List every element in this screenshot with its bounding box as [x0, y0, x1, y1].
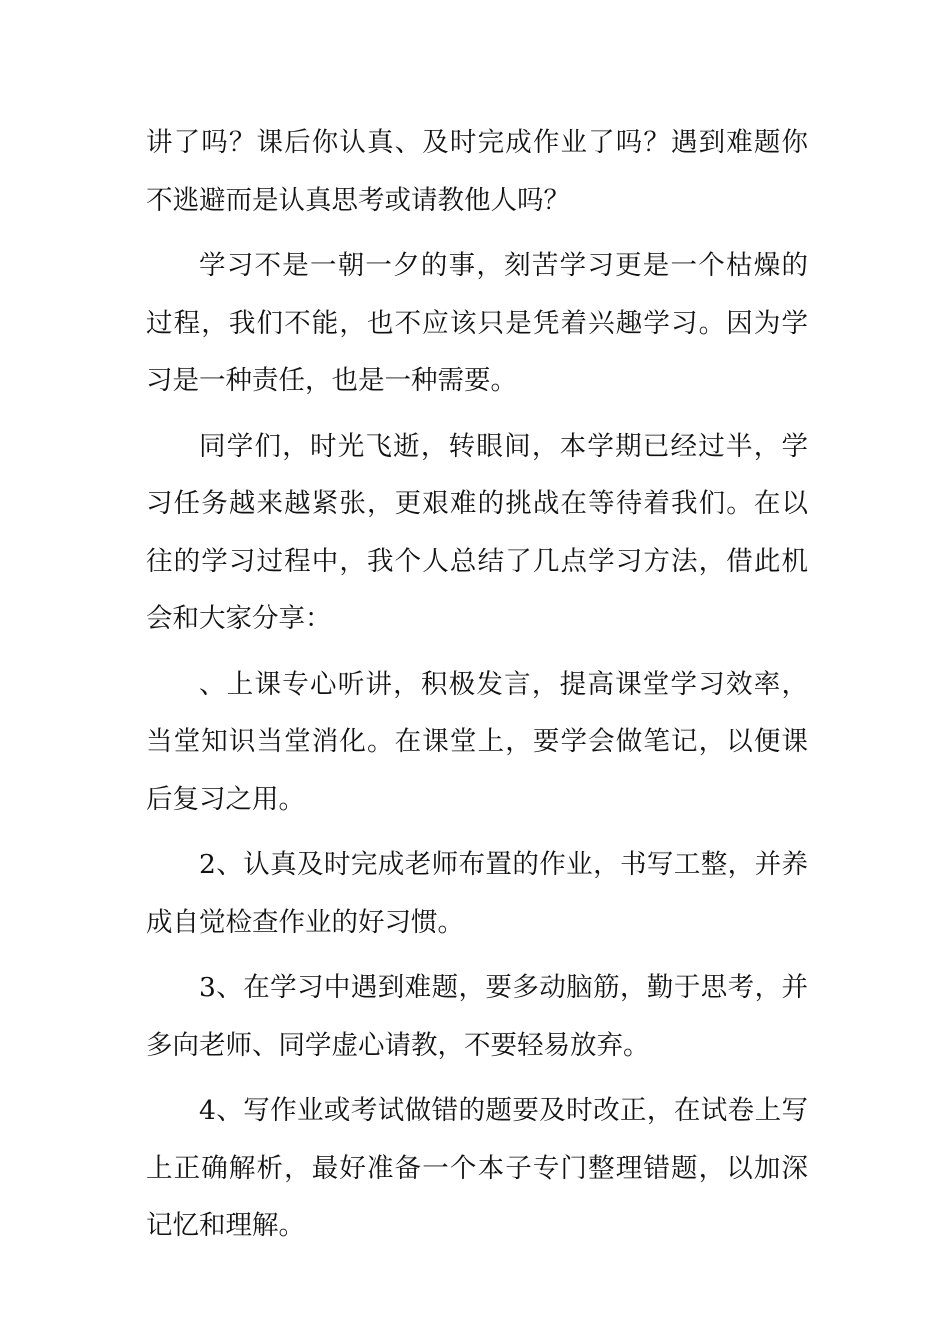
paragraph-method-4: 4、写作业或考试做错的题要及时改正，在试卷上写上正确解析，最好准备一个本子专门整理错题，以加深记忆和理解。	[146, 1095, 808, 1241]
paragraph-method-1: 、上课专心听讲，积极发言，提高课堂学习效率，当堂知识当堂消化。在课堂上，要学会做笔记，以便课后复习之用。	[146, 668, 808, 815]
document-body	[146, 114, 808, 1255]
paragraph-method-2: 2、认真及时完成老师布置的作业，书写工整，并养成自觉检查作业的好习惯。	[146, 849, 808, 938]
paragraph-study-attitude: 学习不是一朝一夕的事，刻苦学习更是一个枯燥的过程，我们不能，也不应该只是凭着兴趣学习。因为学习是一种责任，也是一种需要。	[146, 250, 808, 396]
paragraph-introduction: 同学们，时光飞逝，转眼间，本学期已经过半，学习任务越来越紧张，更艰难的挑战在等待着我们。在以往的学习过程中，我个人总结了几点学习方法，借此机会和大家分享：	[146, 430, 808, 634]
paragraph-continuation: 讲了吗？课后你认真、及时完成作业了吗？遇到难题你不逃避而是认真思考或请教他人吗？	[146, 127, 808, 216]
paragraph-method-3: 3、在学习中遇到难题，要多动脑筋，勤于思考，并多向老师、同学虚心请教，不要轻易放弃。	[146, 972, 808, 1061]
